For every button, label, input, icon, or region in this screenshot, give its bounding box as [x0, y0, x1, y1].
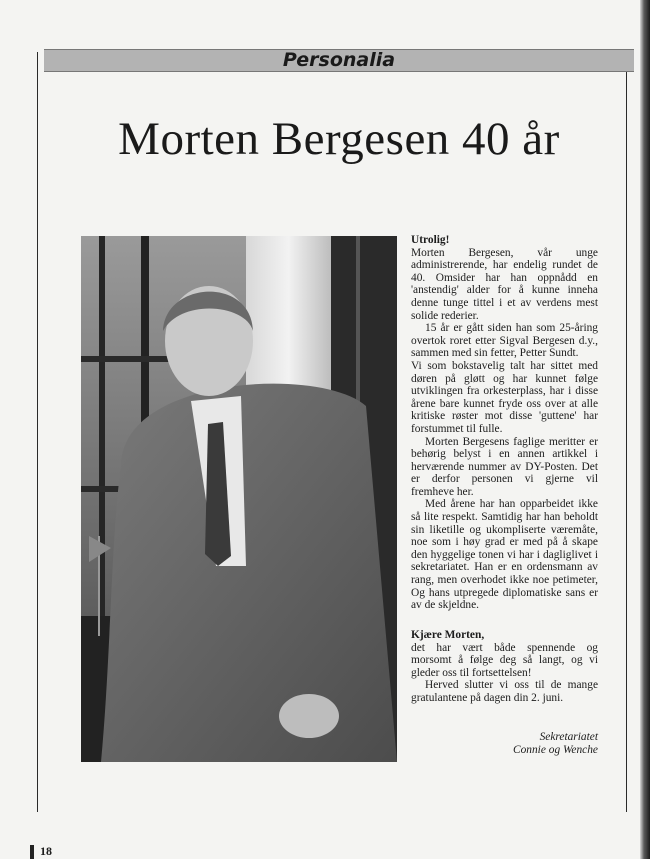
article-lead: Utrolig!: [411, 234, 450, 246]
article-paragraph: Morten Bergesens faglige meritter er behørig belyst i en annen artikkel i herværende nummer av DY-Posten. Det er derfor personen vi gjerne vil fremheve her.: [411, 435, 598, 498]
greeting-paragraph: det har vært både spennende og morsomt å følge deg så langt, og vi gleder oss til fortsettelsen!: [411, 641, 598, 679]
left-column-rule: [37, 52, 38, 812]
article-body: [411, 234, 598, 612]
section-label: Personalia: [282, 49, 396, 71]
page-number: 18: [40, 844, 52, 858]
section-header-bar: [44, 49, 634, 72]
article-headline: Morten Bergesen 40 år: [118, 113, 560, 165]
portrait-photo: [81, 236, 397, 762]
signature-block: [411, 731, 598, 756]
page-number-marker: [30, 845, 34, 859]
greeting-paragraph: Herved slutter vi oss til de mange gratulantene på dagen din 2. juni.: [411, 679, 598, 704]
right-column-rule: [626, 52, 627, 812]
signature-department: Sekretariatet: [539, 731, 598, 743]
signature-names: Connie og Wenche: [513, 743, 598, 756]
article-paragraph: Morten Bergesen, vår unge administrerende, har endelig rundet de 40. Omsider har han oppnådd en 'anstendig' alder for å kunne inneha denne tunge tittel i et av verdens mest solide rederier.: [411, 246, 598, 322]
greeting-salutation: Kjære Morten,: [411, 629, 485, 641]
article-paragraph: Med årene har han opparbeidet ikke så lite respekt. Samtidig har han beholdt sin liketille og ukompliserte væremåte, noe som i høy grad er med på å skape den hyggelige tonen vi har i dagliglivet i sekretariatet. Han er en ordensmann av rang, men overhodet ikke noe petimeter, Og hans utpregede diplomatiske sans er av de skjeldne.: [411, 498, 598, 612]
greeting-block: [411, 629, 598, 705]
article-paragraph: Vi som bokstavelig talt har sittet med døren på gløtt og har kunnet følge utviklingen fra orkesterplass, har i disse årene bare kunnet fryde oss over at alle kritiske røster mot disse 'guttene' har forstummet til fulle.: [411, 359, 598, 435]
article-paragraph: 15 år er gått siden han som 25-åring overtok roret etter Sigval Bergesen d.y., sammen med sin fetter, Petter Sundt.: [411, 322, 598, 360]
page-edge-shadow: [640, 0, 650, 859]
